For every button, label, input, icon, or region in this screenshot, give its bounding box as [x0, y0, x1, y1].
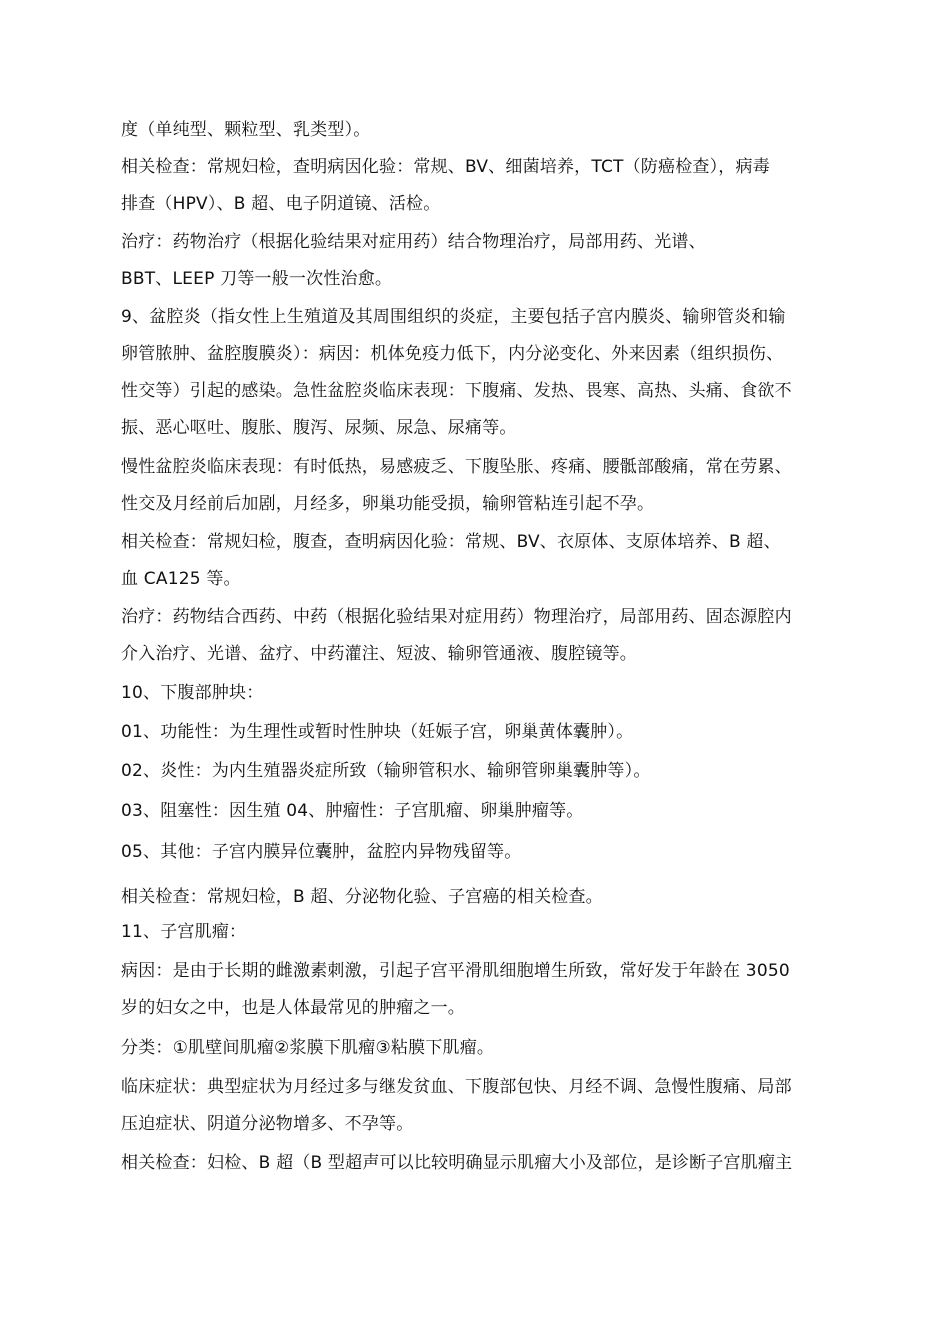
text-line: 9、盆腔炎（指女性上生殖道及其周围组织的炎症，主要包括子宫内膜炎、输卵管炎和输: [121, 307, 786, 327]
section-heading: [121, 914, 881, 951]
text-line: 治疗：药物结合西药、中药（根据化验结果对症用药）物理治疗，局部用药、固态源腔内: [121, 607, 792, 627]
list-item: [121, 793, 881, 830]
text-line: 压迫症状、阴道分泌物增多、不孕等。: [121, 1114, 414, 1134]
list-item: [121, 753, 881, 790]
text-line: 10、下腹部肿块：: [121, 683, 264, 703]
text-line: 02、炎性：为内生殖器炎症所致（输卵管积水、输卵管卵巢囊肿等）。: [121, 761, 651, 781]
paragraph: [121, 1069, 881, 1143]
paragraph: [121, 599, 881, 673]
text-line: 性交及月经前后加剧，月经多，卵巢功能受损，输卵管粘连引起不孕。: [121, 494, 655, 514]
text-line: 血 CA125 等。: [121, 569, 241, 589]
paragraph: [121, 224, 881, 298]
paragraph: [121, 1030, 881, 1067]
text-line: BBT、LEEP 刀等一般一次性治愈。: [121, 269, 393, 289]
text-line: 岁的妇女之中，也是人体最常见的肿瘤之一。: [121, 998, 465, 1018]
text-line: 03、阻塞性：因生殖 04、肿瘤性：子宫肌瘤、卵巢肿瘤等。: [121, 801, 584, 821]
paragraph: [121, 299, 881, 447]
text-line: 病因：是由于长期的雌激素刺激，引起子宫平滑肌细胞增生所致，常好发于年龄在 3050: [121, 961, 790, 981]
paragraph: [121, 112, 881, 149]
text-line: 临床症状：典型症状为月经过多与继发贫血、下腹部包快、月经不调、急慢性腹痛、局部: [121, 1077, 792, 1097]
text-line: 治疗：药物治疗（根据化验结果对症用药）结合物理治疗，局部用药、光谱、: [121, 232, 706, 252]
text-line: 相关检查：常规妇检，查明病因化验：常规、BV、细菌培养，TCT（防癌检查），病毒: [121, 157, 770, 177]
paragraph: [121, 149, 881, 223]
text-line: 性交等）引起的感染。急性盆腔炎临床表现：下腹痛、发热、畏寒、高热、头痛、食欲不: [121, 381, 792, 401]
paragraph: [121, 1145, 881, 1182]
text-line: 05、其他：子宫内膜异位囊肿，盆腔内异物残留等。: [121, 842, 522, 862]
text-line: 分类：①肌壁间肌瘤②浆膜下肌瘤③粘膜下肌瘤。: [121, 1038, 495, 1058]
list-item: [121, 714, 881, 751]
paragraph: [121, 953, 881, 1027]
text-line: 介入治疗、光谱、盆疗、中药灌注、短波、输卵管通液、腹腔镜等。: [121, 644, 637, 664]
text-line: 相关检查：妇检、B 超（B 型超声可以比较明确显示肌瘤大小及部位，是诊断子宫肌瘤主: [121, 1153, 793, 1173]
text-line: 01、功能性：为生理性或暂时性肿块（妊娠子宫，卵巢黄体囊肿）。: [121, 722, 634, 742]
paragraph: [121, 879, 881, 916]
text-line: 相关检查：常规妇检，腹查，查明病因化验：常规、BV、衣原体、支原体培养、B 超、: [121, 532, 781, 552]
text-line: 11、子宫肌瘤：: [121, 922, 247, 942]
text-line: 度（单纯型、颗粒型、乳类型）。: [121, 120, 371, 140]
paragraph: [121, 449, 881, 523]
section-heading: [121, 675, 881, 712]
text-line: 卵管脓肿、盆腔腹膜炎）：病因：机体免疫力低下，内分泌变化、外来因素（组织损伤、: [121, 344, 784, 364]
text-line: 振、恶心呕吐、腹胀、腹泻、尿频、尿急、尿痛等。: [121, 418, 517, 438]
text-line: 排查（HPV）、B 超、电子阴道镜、活检。: [121, 194, 441, 214]
list-item: [121, 834, 881, 871]
paragraph: [121, 524, 881, 598]
text-line: 慢性盆腔炎临床表现：有时低热，易感疲乏、下腹坠胀、疼痛、腰骶部酸痛，常在劳累、: [121, 457, 792, 477]
text-line: 相关检查：常规妇检，B 超、分泌物化验、子宫癌的相关检查。: [121, 887, 603, 907]
